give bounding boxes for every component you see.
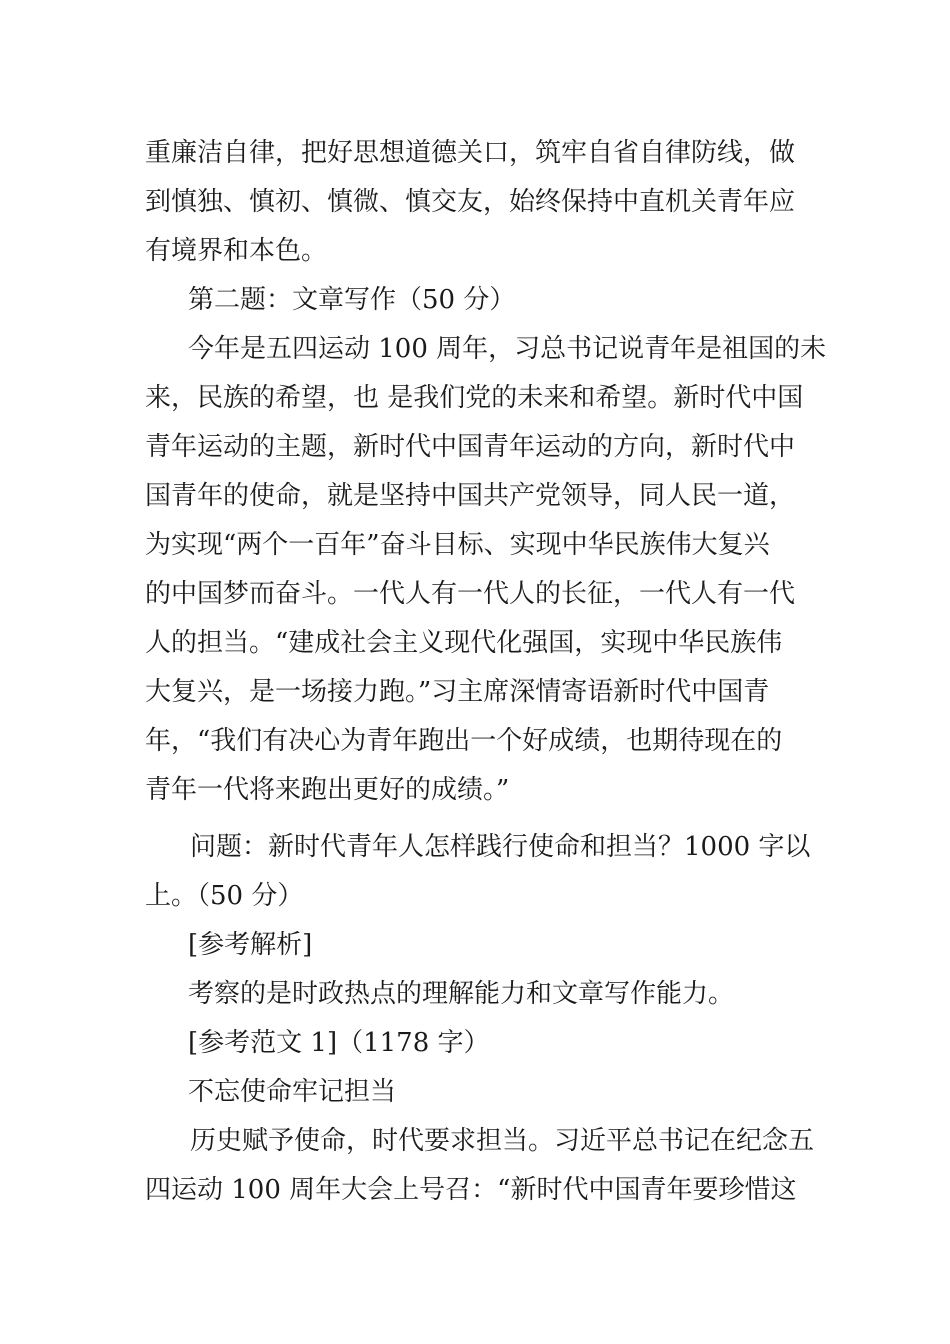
paragraph-line: 四运动 100 周年大会上号召：“新时代中国青年要珍惜这: [145, 1175, 797, 1205]
paragraph-line: 的中国梦而奋斗。一代人有一代人的长征，一代人有一代: [145, 579, 796, 609]
paragraph-line: 年，“我们有决心为青年跑出一个好成绩，也期待现在的: [145, 726, 783, 756]
question-line: 问题：新时代青年人怎样践行使命和担当？1000 字以: [190, 832, 811, 862]
section-heading: 第二题：文章写作（50 分）: [188, 285, 516, 315]
section-label: [参考范文 1]（1178 字）: [188, 1028, 490, 1058]
essay-title: 不忘使命牢记担当: [188, 1077, 397, 1107]
paragraph-line: 历史赋予使命，时代要求担当。习近平总书记在纪念五: [190, 1126, 815, 1156]
paragraph-line: 国青年的使命，就是坚持中国共产党领导，同人民一道，: [145, 481, 796, 511]
paragraph-line: 重廉洁自律，把好思想道德关口，筑牢自省自律防线，做: [145, 138, 796, 168]
paragraph-line: 为实现“两个一百年”奋斗目标、实现中华民族伟大复兴: [145, 530, 770, 560]
paragraph-line: 青年一代将来跑出更好的成绩。”: [145, 775, 510, 805]
paragraph-line: 今年是五四运动 100 周年，习总书记说青年是祖国的未: [188, 334, 827, 364]
paragraph-line: 人的担当。“建成社会主义现代化强国，实现中华民族伟: [145, 628, 783, 658]
section-label: [参考解析]: [188, 930, 313, 960]
paragraph-line: 来，民族的希望，也 是我们党的未来和希望。新时代中国: [145, 383, 804, 413]
paragraph-line: 到慎独、慎初、慎微、慎交友，始终保持中直机关青年应: [145, 187, 796, 217]
paragraph-line: 青年运动的主题，新时代中国青年运动的方向，新时代中: [145, 432, 796, 462]
paragraph-line: 有境界和本色。: [145, 236, 328, 266]
paragraph-line: 大复兴，是一场接力跑。”习主席深情寄语新时代中国青: [145, 677, 770, 707]
paragraph-line: 考察的是时政热点的理解能力和文章写作能力。: [188, 979, 735, 1009]
question-line: 上。（50 分）: [145, 881, 304, 911]
